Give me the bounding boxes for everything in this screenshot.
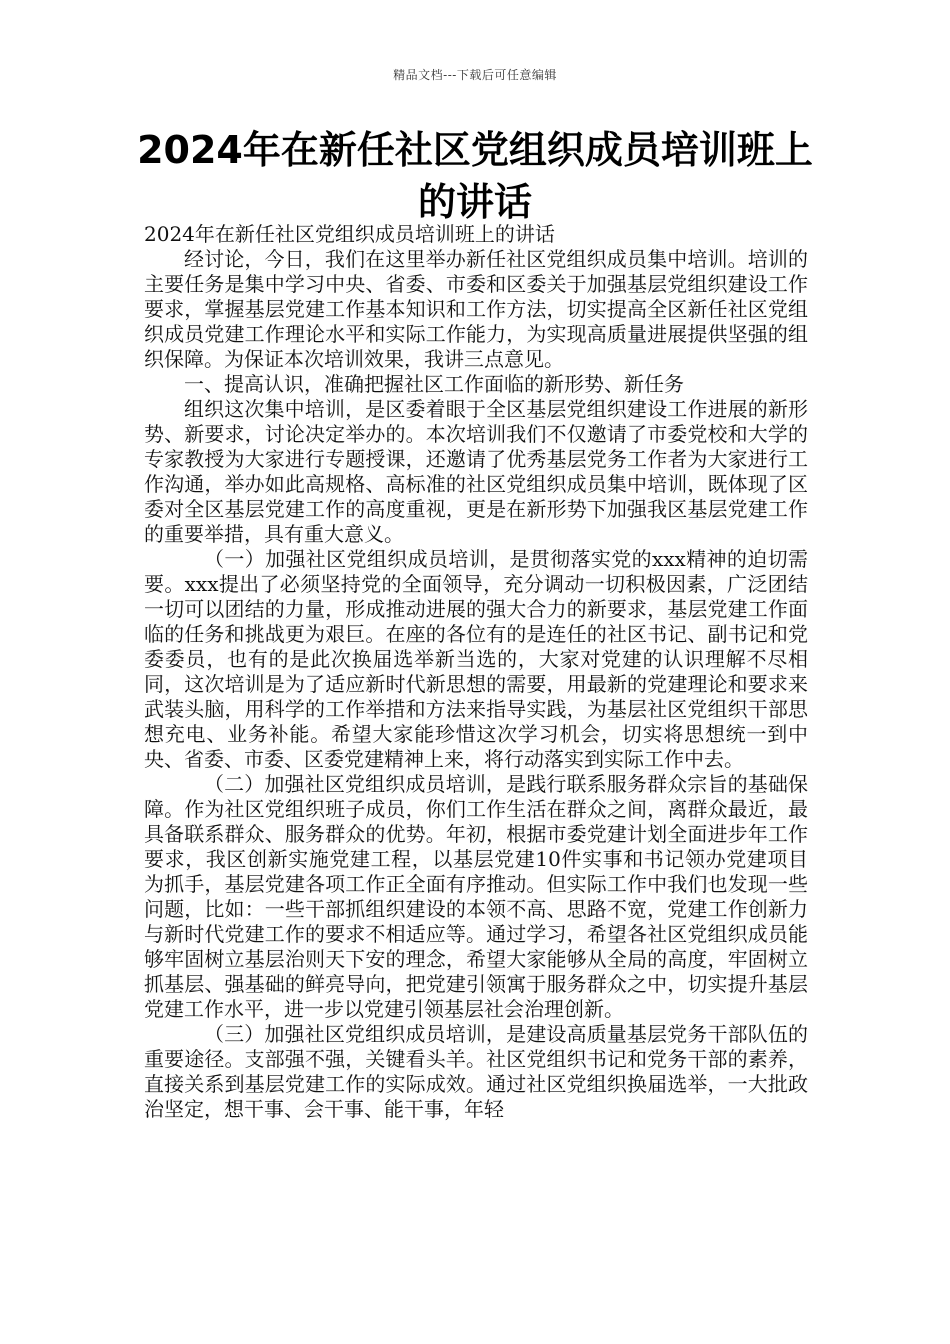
- document-body: [144, 222, 808, 1122]
- paragraph-point-three: （三）加强社区党组织成员培训，是建设高质量基层党务干部队伍的重要途径。支部强不强，关键看头羊。社区党组织书记和党务干部的素养，直接关系到基层党建工作的实际成效。通过社区党组织换届选举，一大批政治坚定，想干事、会干事、能干事，年轻: [144, 1022, 808, 1121]
- subtitle-line: 2024年在新任社区党组织成员培训班上的讲话: [144, 222, 555, 246]
- paragraph-point-two: （二）加强社区党组织成员培训，是践行联系服务群众宗旨的基础保障。作为社区党组织班子成员，你们工作生活在群众之间，离群众最近，最具备联系群众、服务群众的优势。年初，根据市委党建计划全面进步年工作要求，我区创新实施党建工程，以基层党建10件实事和书记领办党建项目为抓手，基层党建各项工作正全面有序推动。但实际工作中我们也发现一些问题，比如：一些干部抓组织建设的本领不高、思路不宽，党建工作创新力与新时代党建工作的要求不相适应等。通过学习，希望各社区党组织成员能够牢固树立基层治则天下安的理念，希望大家能够从全局的高度，牢固树立抓基层、强基础的鲜亮导向，把党建引领寓于服务群众之中，切实提升基层党建工作水平，进一步以党建引领基层社会治理创新。: [144, 772, 808, 1021]
- paragraph-background: 组织这次集中培训，是区委着眼于全区基层党组织建设工作进展的新形势、新要求，讨论决定举办的。本次培训我们不仅邀请了市委党校和大学的专家教授为大家进行专题授课，还邀请了优秀基层党务工作者为大家进行工作沟通，举办如此高规格、高标准的社区党组织成员集中培训，既体现了区委对全区基层党建工作的高度重视，更是在新形势下加强我区基层党建工作的重要举措，具有重大意义。: [144, 397, 808, 546]
- header-note: 精品文档---下载后可任意编辑: [393, 68, 557, 82]
- paragraph-intro: 经讨论，今日，我们在这里举办新任社区党组织成员集中培训。培训的主要任务是集中学习中央、省委、市委和区委关于加强基层党组织建设工作要求，掌握基层党建工作基本知识和工作方法，切实提高全区新任社区党组织成员党建工作理论水平和实际工作能力，为实现高质量进展提供坚强的组织保障。为保证本次培训效果，我讲三点意见。: [144, 247, 808, 371]
- section-heading: 一、提高认识，准确把握社区工作面临的新形势、新任务: [184, 372, 684, 396]
- document-title: 2024年在新任社区党组织成员培训班上的讲话: [137, 128, 813, 224]
- paragraph-point-one: （一）加强社区党组织成员培训，是贯彻落实党的xxx精神的迫切需要。xxx提出了必须坚持党的全面领导，充分调动一切积极因素，广泛团结一切可以团结的力量，形成推动进展的强大合力的新要求，基层党建工作面临的任务和挑战更为艰巨。在座的各位有的是连任的社区书记、副书记和党委委员，也有的是此次换届选举新当选的，大家对党建的认识理解不尽相同，这次培训是为了适应新时代新思想的需要，用最新的党建理论和要求来武装头脑，用科学的工作举措和方法来指导实践，为基层社区党组织干部思想充电、业务补能。希望大家能珍惜这次学习机会，切实将思想统一到中央、省委、市委、区委党建精神上来，将行动落实到实际工作中去。: [144, 547, 808, 771]
